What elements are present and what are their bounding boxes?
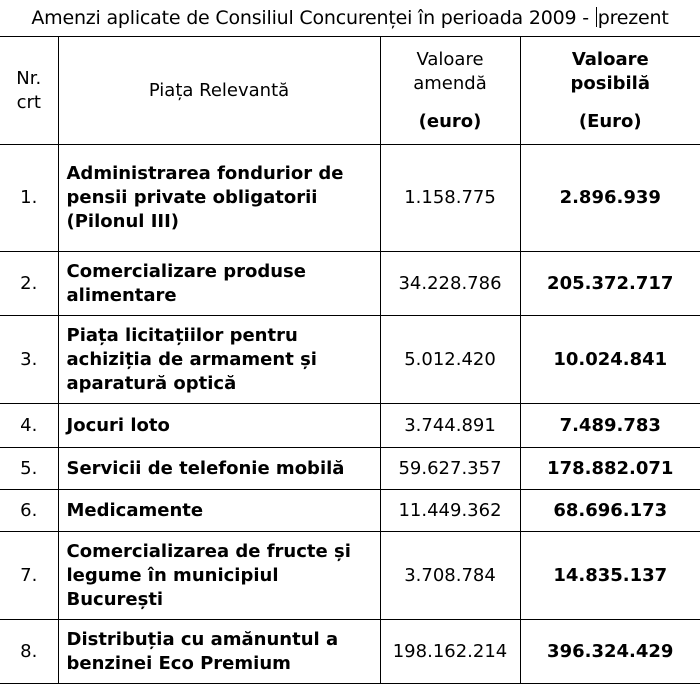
title-text-end: prezent <box>598 7 669 29</box>
row-piata <box>58 145 380 252</box>
row-piata-line: achiziția de armament și <box>67 348 380 372</box>
row-valoare: 59.627.357 <box>380 448 520 490</box>
table-row <box>0 145 700 252</box>
table-row <box>0 252 700 316</box>
row-nr: 5. <box>0 448 58 490</box>
header-nr <box>0 37 58 145</box>
row-nr: 3. <box>0 316 58 404</box>
table-row <box>0 404 700 448</box>
row-valoare: 5.012.420 <box>380 316 520 404</box>
row-posibila: 14.835.137 <box>520 532 700 620</box>
row-piata-line: Comercializare produse <box>67 260 380 284</box>
row-valoare: 3.708.784 <box>380 532 520 620</box>
row-piata-line: București <box>67 588 380 612</box>
row-piata-line: Administrarea fondurior de <box>67 162 380 186</box>
row-posibila: 178.882.071 <box>520 448 700 490</box>
text-cursor <box>596 7 597 27</box>
header-nr-line1: Nr. <box>0 67 58 91</box>
row-posibila: 7.489.783 <box>520 404 700 448</box>
table-row <box>0 490 700 532</box>
row-piata-line: alimentare <box>67 284 380 308</box>
row-piata-line: Medicamente <box>67 499 380 523</box>
row-nr: 1. <box>0 145 58 252</box>
row-piata-line: pensii private obligatorii <box>67 186 380 210</box>
row-piata-line: Piața licitațiilor pentru <box>67 324 380 348</box>
row-piata <box>58 620 380 684</box>
header-posibila-unit: (Euro) <box>521 110 700 134</box>
row-posibila: 396.324.429 <box>520 620 700 684</box>
header-valoare-line2: amendă <box>381 72 520 96</box>
row-valoare: 11.449.362 <box>380 490 520 532</box>
row-piata-line: Distribuția cu amănuntul a <box>67 628 380 652</box>
row-piata-line: legume în municipiul <box>67 564 380 588</box>
row-piata-line: aparatură optică <box>67 372 380 396</box>
header-posibila-line2: posibilă <box>521 72 700 96</box>
row-piata-line: Jocuri loto <box>67 414 380 438</box>
table-row <box>0 448 700 490</box>
row-piata <box>58 316 380 404</box>
row-nr: 2. <box>0 252 58 316</box>
table-row <box>0 316 700 404</box>
table-row <box>0 620 700 684</box>
header-posibila-line1: Valoare <box>521 48 700 72</box>
header-piata: Piața Relevantă <box>58 37 380 145</box>
title-text: Amenzi aplicate de Consiliul Concurenței în perioada 2009 - <box>31 7 594 29</box>
row-valoare: 3.744.891 <box>380 404 520 448</box>
row-piata-line: benzinei Eco Premium <box>67 652 380 676</box>
row-piata <box>58 532 380 620</box>
row-nr: 8. <box>0 620 58 684</box>
row-nr: 6. <box>0 490 58 532</box>
row-valoare: 198.162.214 <box>380 620 520 684</box>
row-nr: 7. <box>0 532 58 620</box>
row-posibila: 2.896.939 <box>520 145 700 252</box>
header-valoare-line1: Valoare <box>381 48 520 72</box>
fines-table <box>0 36 700 684</box>
row-piata <box>58 404 380 448</box>
row-valoare: 34.228.786 <box>380 252 520 316</box>
row-piata-line: Comercializarea de fructe și <box>67 540 380 564</box>
header-posibila <box>520 37 700 145</box>
table-title <box>0 0 700 36</box>
header-valoare-unit: (euro) <box>381 110 520 134</box>
table-row <box>0 532 700 620</box>
table-body <box>0 145 700 684</box>
row-piata <box>58 448 380 490</box>
row-posibila: 205.372.717 <box>520 252 700 316</box>
row-posibila: 10.024.841 <box>520 316 700 404</box>
header-valoare <box>380 37 520 145</box>
header-nr-line2: crt <box>0 91 58 115</box>
row-piata-line: Servicii de telefonie mobilă <box>67 457 380 481</box>
row-valoare: 1.158.775 <box>380 145 520 252</box>
row-posibila: 68.696.173 <box>520 490 700 532</box>
row-piata <box>58 490 380 532</box>
row-piata-line: (Pilonul III) <box>67 210 380 234</box>
row-nr: 4. <box>0 404 58 448</box>
header-row <box>0 37 700 145</box>
row-piata <box>58 252 380 316</box>
